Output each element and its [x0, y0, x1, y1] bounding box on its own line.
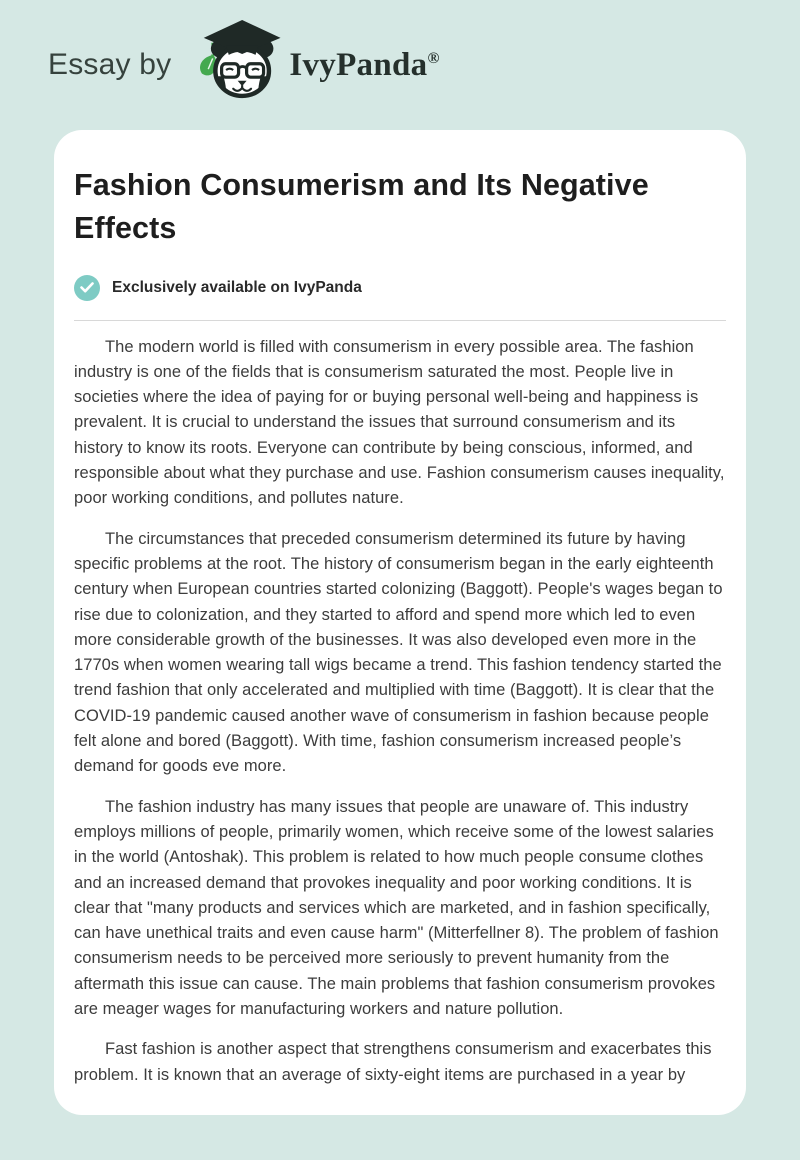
- essay-card: [54, 130, 746, 1115]
- essay-by-label: Essay by: [48, 48, 172, 81]
- essay-paragraph-4: Fast fashion is another aspect that strengthens consumerism and exacerbates this problem. It is known that an average of sixty-eight items are purchased in a year by: [74, 1040, 712, 1084]
- ivypanda-logo-icon: [185, 15, 285, 109]
- essay-paragraph-2: The circumstances that preceded consumerism determined its future by having specific problems at the root. The history of consumerism began in the early eighteenth century when European countries started colonizing (Baggott). People's wages began to rise due to colonization, and they started to afford and spend more which led to even more considerable growth of the businesses. It was also developed even more in the 1770s when women wearing tall wigs became a trend. This fashion tendency started the trend fashion that only accelerated and multiplied with time (Baggott). It is clear that the COVID-19 pandemic caused another wave of consumerism in fashion because people felt alone and bored (Baggott). With time, fashion consumerism increased people’s demand for goods eve more.: [74, 529, 723, 776]
- availability-label: Exclusively available on IvyPanda: [112, 278, 362, 296]
- page-header: [0, 0, 800, 130]
- essay-title: Fashion Consumerism and Its Negative Effects: [74, 168, 649, 246]
- essay-paragraph-3: The fashion industry has many issues that people are unaware of. This industry employs millions of people, primarily women, which receive some of the lowest salaries in the world (Antoshak). This problem is related to how much people consume clothes and an increased demand that provokes inequality and poor working conditions. It is clear that "many products and services which are marketed, and in fashion specifically, can have unethical traits and even cause harm" (Mitterfellner 8). The problem of fashion consumerism needs to be perceived more seriously to prevent humanity from the aftermath this issue can cause. The main problems that fashion consumerism provokes are meager wages for manufacturing workers and nature pollution.: [74, 797, 719, 1019]
- availability-badge: [74, 275, 726, 301]
- essay-paragraph-1: The modern world is filled with consumerism in every possible area. The fashion industry is one of the fields that is consumerism saturated the most. People live in societies where the idea of paying for or buying personal well-being and happiness is prevalent. It is crucial to understand the issues that surround consumerism and its history to know its roots. Everyone can contribute by being conscious, informed, and responsible about what they purchase and use. Fashion consumerism causes inequality, poor working conditions, and pollutes nature.: [74, 337, 725, 508]
- divider: [74, 320, 726, 321]
- registered-mark: ®: [427, 49, 440, 67]
- checkmark-circle-icon: [74, 275, 100, 301]
- brand-name: IvyPanda®: [289, 46, 440, 83]
